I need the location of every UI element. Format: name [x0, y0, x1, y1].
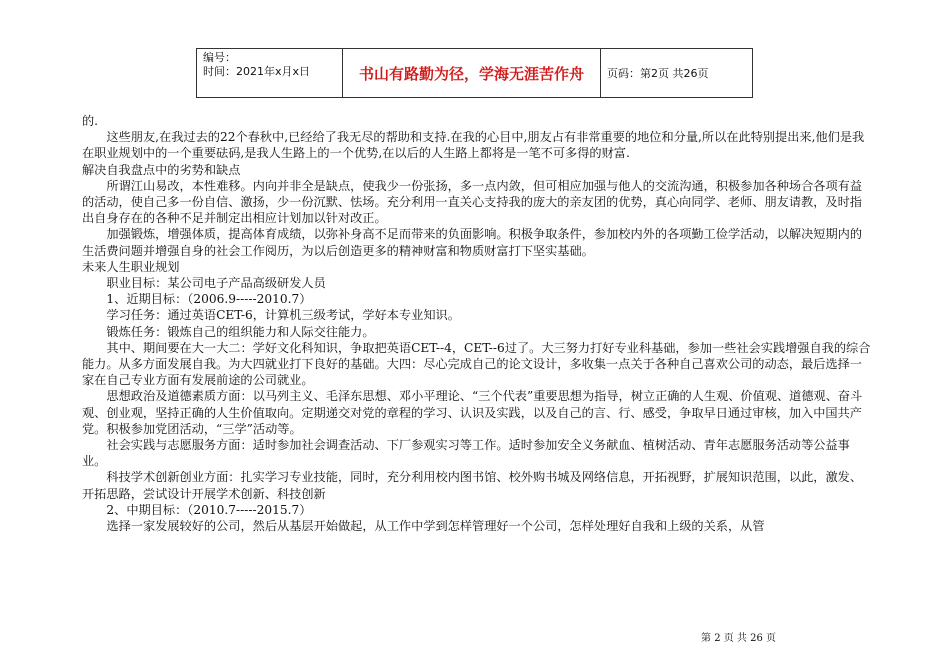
paragraph: 职业目标：某公司电子产品高级研发人员 — [106, 276, 326, 291]
time-label: 时间：2021年x月x日 — [203, 65, 311, 78]
number-label: 编号： — [203, 51, 236, 64]
page-footer: 第 2 页 共 26 页 — [701, 633, 776, 644]
paragraph: 锻炼任务：锻炼自己的组织能力和人际交往能力。 — [106, 324, 375, 339]
paragraph: 的. — [82, 114, 99, 128]
paragraph: 科技学术创新创业方面：扎实学习专业技能，同时，充分利用校内图书馆、校外购书城及网络信息，开拓视野，扩展知识范围，以此，激发、开拓思路，尝试设计开展学术创新、科技创新 — [82, 470, 863, 501]
paragraph: 其中、期间要在大一大二：学好文化科知识，争取把英语CET--4，CET--6过了。大三努力打好专业科基础，参加一些社会实践增强自我的综合能力。从多方面发展自我。为大四就业打下良好的基础。大四：尽心完成自己的论文设计，多收集一点关于各种自己喜欢公司的动态，最后选择一家在自己专业方面有发展前途的公司就业。 — [82, 340, 871, 388]
paragraph: 社会实践与志愿服务方面：适时参加社会调查活动、下厂参观实习等工作。适时参加安全义务献血、植树活动、青年志愿服务活动等公益事业。 — [82, 438, 850, 469]
document-body — [82, 113, 874, 534]
paragraph: 所谓江山易改，本性难移。内向并非全是缺点，使我少一份张扬，多一点内敛，但可相应加强与他人的交流沟通，积极参加各种场合各项有益的活动，使自己多一份自信、激扬，少一份沉默、怯场。充分利用一直关心支持我的庞大的亲友团的优势，真心向同学、老师、朋友请教，及时指出自身存在的各种不足并制定出相应计划加以针对改正。 — [82, 178, 863, 226]
paragraph: 解决自我盘点中的劣势和缺点 — [82, 162, 241, 177]
paragraph: 学习任务：通过英语CET-6，计算机三级考试，学好本专业知识。 — [106, 308, 460, 323]
header-motto: 书山有路勤为径，学海无涯苦作舟 — [343, 49, 601, 97]
paragraph: 1、近期目标：（2006.9-----2010.7） — [106, 292, 312, 307]
paragraph: 这些朋友,在我过去的22个春秋中,已经给了我无尽的帮助和支持.在我的心目中,朋友占有非常重要的地位和分量,所以在此特别提出来,他们是我在职业规划中的一个重要砝码,是我人生路上的一个优势,在以后的人生路上都将是一笔不可多得的财富. — [82, 130, 865, 161]
header-page-label: 页码：第2页 共26页 — [607, 67, 709, 80]
paragraph: 加强锻炼，增强体质，提高体育成绩，以弥补身高不足而带来的负面影响。积极争取条件，参加校内外的各项勤工俭学活动，以解决短期内的生活费问题并增强自身的社会工作阅历，为以后创造更多的精神财富和物质财富打下坚实基础。 — [82, 227, 863, 258]
paragraph: 思想政治及道德素质方面：以马列主义、毛泽东思想、邓小平理论、“三个代表”重要思想为指导，树立正确的人生观、价值观、道德观、奋斗观、创业观，坚持正确的人生价值取向。定期递交对党的章程的学习、认识及实践，以及自己的言、行、感受，争取早日通过审核，加入中国共产党。积极参加党团活动，“三学”活动等。 — [82, 389, 863, 436]
paragraph: 2、中期目标：（2010.7-----2015.7） — [106, 502, 312, 517]
paragraph: 未来人生职业规划 — [82, 259, 180, 274]
header-meta — [197, 49, 343, 97]
paragraph: 选择一家发展较好的公司，然后从基层开始做起，从工作中学到怎样管理好一个公司，怎样处理好自我和上级的关系，从管 — [106, 519, 765, 534]
page-header — [196, 48, 753, 98]
